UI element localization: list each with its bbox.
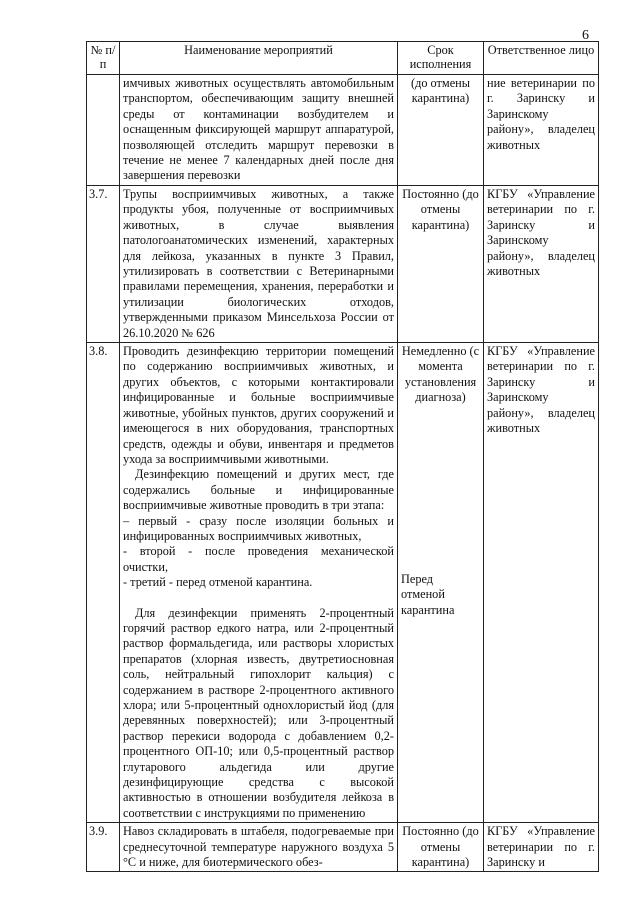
table-row xyxy=(87,186,599,343)
header-term: Срок исполнения xyxy=(398,42,484,75)
header-num: № п/п xyxy=(87,42,120,75)
row-number: 3.9. xyxy=(87,823,120,872)
measure-paragraph: Дезинфекцию помещений и других мест, где содержались больные и инфицированные восприимчивые животные проводить в три этапа: xyxy=(123,467,394,513)
table-header-row xyxy=(87,42,599,75)
measure-paragraph: - второй - после проведения механической очистки, xyxy=(123,544,394,574)
table-row xyxy=(87,823,599,872)
measure-paragraph: - третий - перед отменой карантина. xyxy=(123,575,313,590)
row-number xyxy=(87,75,120,186)
row-term: (до отмены карантина) xyxy=(398,75,484,186)
row-responsible: ние ветеринарии по г. Заринску и Заринскому району», владелец животных xyxy=(484,75,599,186)
row-number: 3.7. xyxy=(87,186,120,343)
term-immediate: Немедленно (с момента установления диагноза) xyxy=(401,344,480,405)
row-measure-text xyxy=(120,343,398,823)
row-measure-text: Трупы восприимчивых животных, а также продукты убоя, полученные от восприимчивых животных, в случае выявления патологоанатомических изменений, характерных для лейкоза, указанных в пункте 3 Правил, утилизировать в соответствии с Ветеринарными правилами перемещения, хранения, переработки и утилизации биологических отходов, утвержденными приказом Минсельхоза России от 26.10.2020 № 626 xyxy=(120,186,398,343)
measure-paragraph: Проводить дезинфекцию территории помещений по содержанию восприимчивых животных, и других объектов, с которыми контактировали инфицированные и больные восприимчивые животные, убойных пунктов, других сооружений и имеющегося в них оборудования, транспортных средств, одежды и обуви, инвентаря и предметов ухода за восприимчивыми животными. xyxy=(123,344,394,466)
row-number: 3.8. xyxy=(87,343,120,823)
row-responsible: КГБУ «Управление ветеринарии по г. Заринску и Заринскому району», владелец животных xyxy=(484,186,599,343)
header-resp: Ответственное лицо xyxy=(484,42,599,75)
row-term: Постоянно (до отмены карантина) xyxy=(398,823,484,872)
row-measure-text: имчивых животных осуществлять автомобильным транспортом, обеспечивающим защиту внешней среды от контаминации возбудителем и оснащенным фиксирующей маршрут аппаратурой, позволяющей отследить маршрут перевозки в течение не менее 7 календарных дней после дня завершения перевозки xyxy=(120,75,398,186)
row-term: Постоянно (до отмены карантина) xyxy=(398,186,484,343)
row-responsible: КГБУ «Управление ветеринарии по г. Заринску и xyxy=(484,823,599,872)
term-before-lift: Перед отменой карантина xyxy=(401,571,455,617)
measure-paragraph: Для дезинфекции применять 2-процентный горячий раствор едкого натра, или 2-процентный раствор формальдегида, или растворы хлористых препаратов (хлорная известь, двутретиосновная соль, нейтральный гипохлорит кальция) с содержанием в растворе 2-процентного активного хлора; или 5-процентный однохлористый йод (для деревянных поверхностей); или 3-процентный раствор перекиси водорода с добавлением 0,2-процентного ОП-10; или 0,5-процентный раствор глутарового альдегида или другие дезинфицирующие средства с высокой активностью в отношении возбудителя лейкоза в соответствии с инструкциями по применению xyxy=(123,605,394,820)
measure-paragraph: – первый - сразу после изоляции больных и инфицированных восприимчивых животных, xyxy=(123,513,394,543)
measures-table xyxy=(86,41,599,872)
header-name: Наименование мероприятий xyxy=(120,42,398,75)
table-row xyxy=(87,75,599,186)
page-number: 6 xyxy=(582,28,589,43)
row-responsible: КГБУ «Управление ветеринарии по г. Заринску и Заринскому району», владелец животных xyxy=(484,343,599,823)
table-row xyxy=(87,343,599,823)
row-term xyxy=(398,343,484,823)
row-measure-text: Навоз складировать в штабеля, подогреваемые при среднесуточной температуре наружного воздуха 5 °С и ниже, для биотермического обез- xyxy=(120,823,398,872)
